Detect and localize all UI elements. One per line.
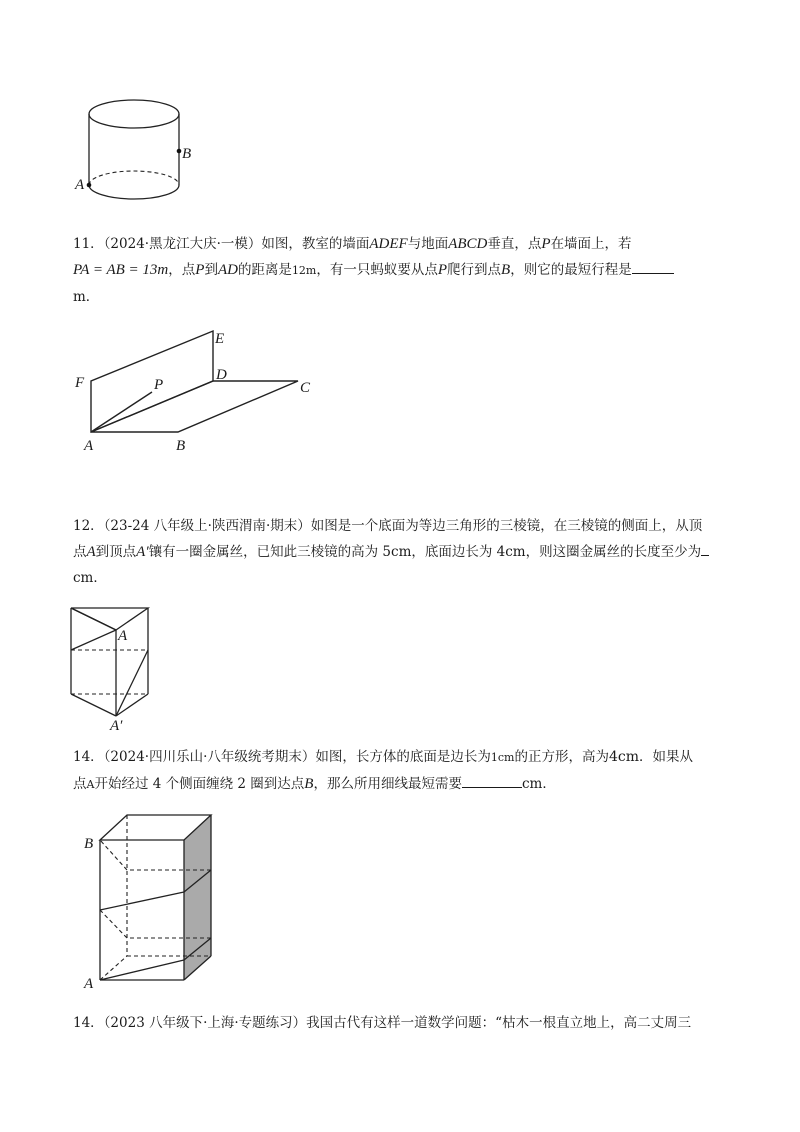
question-11-line-1 — [73, 231, 733, 257]
question-number: 14． — [73, 749, 104, 765]
question-12-line-3 — [73, 565, 733, 591]
question-text: ，那么所用细线最短需要 — [313, 776, 462, 792]
answer-unit: cm． — [73, 570, 107, 586]
question-text: ．如果从 — [639, 749, 694, 765]
question-12-line-1 — [73, 513, 733, 539]
question-text: 到顶点 — [95, 544, 137, 560]
cuboid-figure — [80, 810, 220, 995]
question-source: （23-24 八年级上·陕西渭南·期末） — [103, 518, 311, 534]
question-text: 如图，教室的墙面 — [261, 236, 370, 252]
math-var: AD — [217, 262, 238, 278]
question-text: 爬行到点 — [447, 262, 502, 278]
point-b-label: B — [84, 836, 94, 852]
wall-floor-figure — [74, 326, 324, 458]
math-value: 1cm — [490, 751, 515, 764]
question-text: 到 — [204, 262, 218, 278]
question-11 — [73, 231, 733, 310]
point-b-label: B — [176, 438, 186, 454]
math-var: P — [195, 262, 205, 278]
point-d-label: D — [216, 367, 227, 383]
point-a-label: A — [75, 177, 85, 193]
point-b-label: B — [182, 146, 192, 162]
answer-blank[interactable] — [701, 541, 709, 556]
question-text: 点 — [73, 776, 87, 792]
question-number: 14． — [73, 1015, 104, 1031]
question-text: 与地面 — [407, 236, 449, 252]
question-text: 点 — [73, 544, 87, 560]
math-var: B — [501, 262, 511, 278]
question-14a-line-1 — [73, 744, 733, 771]
question-text: 镶有一圈金属丝，已知此三棱镜的高为 5cm，底面边长为 4cm，则这圈金属丝的长度至少为 — [148, 544, 702, 560]
answer-blank[interactable] — [462, 773, 522, 788]
math-var: P — [541, 236, 551, 252]
math-var: ABCD — [448, 236, 488, 252]
math-equation: PA = AB = 13m — [73, 262, 169, 278]
point-f-label: F — [75, 375, 85, 391]
question-14b — [73, 1010, 733, 1036]
math-var: ADEF — [369, 236, 408, 252]
question-text: ，则它的最短行程是 — [510, 262, 632, 278]
question-14b-line-1 — [73, 1010, 733, 1036]
prism-figure — [66, 600, 166, 734]
question-14a-line-2 — [73, 771, 733, 798]
question-text: 垂直，点 — [487, 236, 542, 252]
math-var: A′ — [136, 544, 149, 560]
question-text: 的距离是 — [237, 262, 292, 278]
math-var: A — [86, 544, 96, 560]
question-12-line-2 — [73, 539, 733, 565]
question-text: 如图，长方体的底面是边长为 — [315, 749, 491, 765]
vertex-a-label: A — [118, 628, 128, 644]
question-text: 我国古代有这样一道数学问题：“枯木一根直立地上，高二丈周三 — [306, 1015, 692, 1031]
answer-unit: m． — [73, 289, 100, 305]
question-source: （2023 八年级下·上海·专题练习） — [103, 1015, 307, 1031]
question-text: 在墙面上，若 — [550, 236, 632, 252]
answer-blank[interactable] — [632, 259, 674, 274]
point-a-label: A — [84, 438, 94, 454]
question-12 — [73, 513, 733, 591]
question-number: 11． — [73, 236, 104, 252]
question-11-line-2 — [73, 257, 733, 284]
answer-unit: cm． — [521, 776, 556, 792]
math-value: 4cm — [608, 749, 640, 765]
question-source: （2024·四川乐山·八年级统考期末） — [103, 749, 316, 765]
question-text: 如图是一个底面为等边三角形的三棱镜，在三棱镜的侧面上，从顶 — [310, 518, 703, 534]
point-c-label: C — [300, 380, 311, 396]
math-var: P — [437, 262, 448, 278]
point-e-label: E — [215, 331, 225, 347]
point-p-label: P — [154, 377, 164, 393]
point-a-label: A — [84, 976, 94, 992]
question-14a — [73, 744, 733, 798]
math-value: 12m — [291, 264, 317, 277]
cylinder-figure — [74, 92, 204, 212]
question-number: 12． — [73, 518, 104, 534]
question-text: ，有一只蚂蚁要从点 — [316, 262, 438, 278]
math-var: B — [304, 776, 314, 792]
vertex-a-prime-label: A′ — [110, 718, 123, 734]
question-text: 的正方形，高为 — [514, 749, 609, 765]
question-text: 开始经过 4 个侧面缠绕 2 圈到达点 — [94, 776, 305, 792]
question-11-line-3 — [73, 284, 733, 310]
math-var: A — [86, 778, 95, 791]
question-source: （2024·黑龙江大庆·一模） — [103, 236, 262, 252]
question-text: ，点 — [168, 262, 196, 278]
